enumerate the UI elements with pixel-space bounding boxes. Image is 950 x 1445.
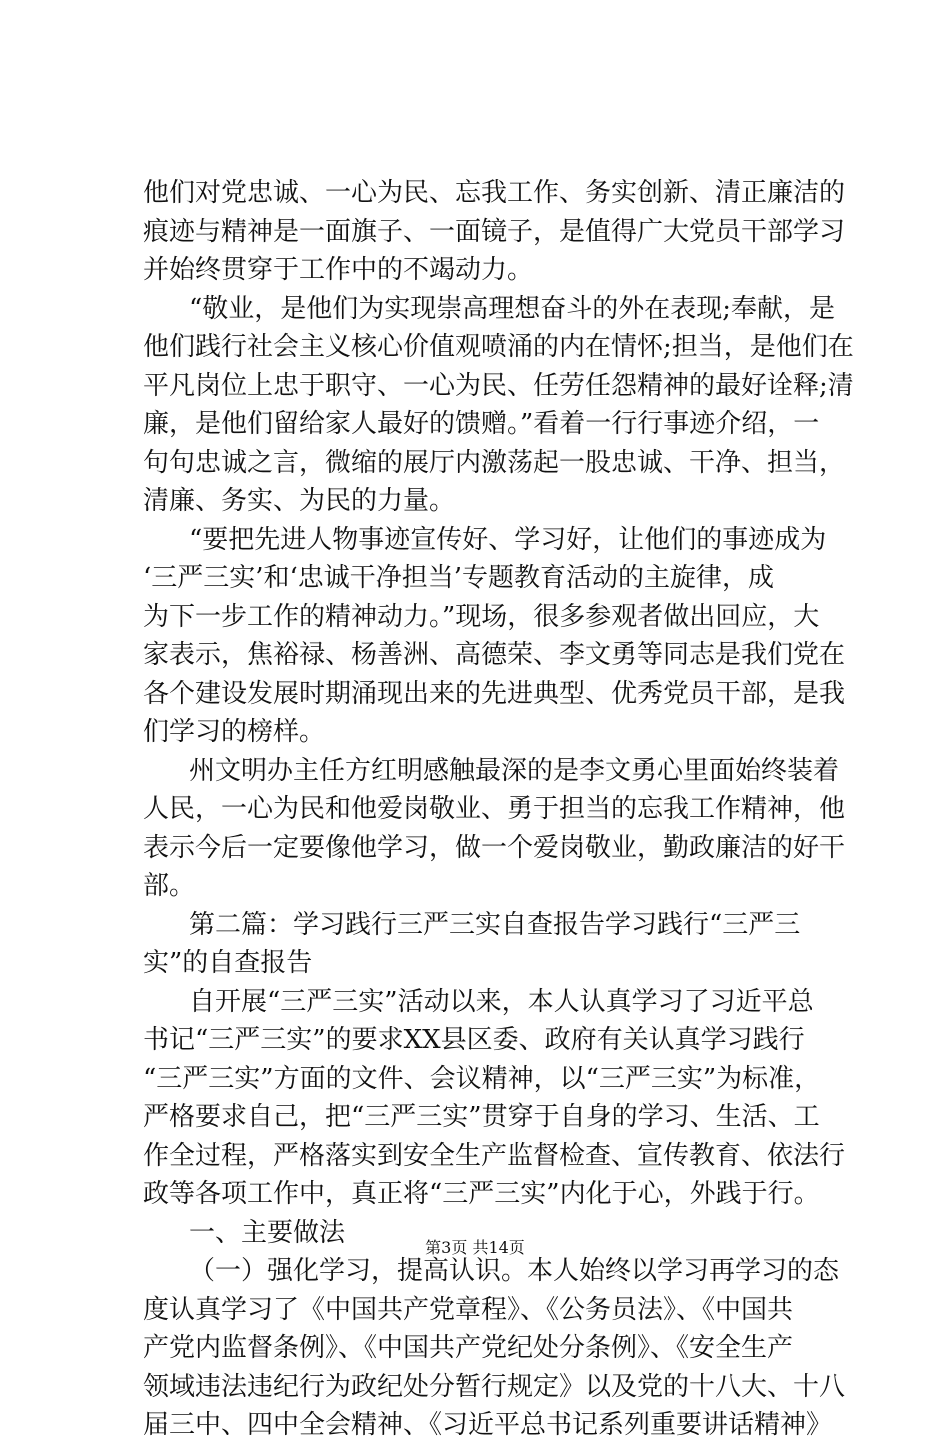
text-line: ‘三严三实’和‘忠诚干净担当’专题教育活动的主旋律，成 xyxy=(143,563,775,593)
text-line: 家表示，焦裕禄、杨善洲、高德荣、李文勇等同志是我们党在 xyxy=(143,640,846,670)
text-line: 政等各项工作中，真正将“三严三实”内化于心，外践于行。 xyxy=(143,1179,820,1209)
subheading: 一、主要做法 xyxy=(189,1217,346,1248)
page-number-footer: 第3页 共14页 xyxy=(425,1238,525,1257)
text-line: 们学习的榜样。 xyxy=(143,717,326,747)
text-line: “要把先进人物事迹宣传好、学习好，让他们的事迹成为 xyxy=(189,524,827,555)
text-line: 州文明办主任方红明感触最深的是李文勇心里面始终装着 xyxy=(189,755,840,786)
text-line: 产党内监督条例》、《中国共产党纪处分条例》、《安全生产 xyxy=(143,1333,794,1363)
text-line: “三严三实”方面的文件、会议精神，以“三严三实”为标准， xyxy=(143,1063,821,1094)
text-line: 廉，是他们留给家人最好的馈赠。”看着一行行事迹介绍，一 xyxy=(143,409,820,439)
text-line: 书记“三严三实”的要求XX县区委、政府有关认真学习践行 xyxy=(143,1025,805,1055)
section-heading: 实”的自查报告 xyxy=(143,948,313,978)
text-line: 句句忠诚之言，微缩的展厅内激荡起一股忠诚、干净、担当， xyxy=(143,447,846,478)
text-line: 痕迹与精神是一面旗子、一面镜子，是值得广大党员干部学习 xyxy=(143,216,846,247)
section-heading: 第二篇：学习践行三严三实自查报告学习践行“三严三 xyxy=(189,909,801,940)
text-line: 届三中、四中全会精神、《习近平总书记系列重要讲话精神》 xyxy=(143,1410,833,1440)
text-line: 人民，一心为民和他爱岗敬业、勇于担当的忘我工作精神，他 xyxy=(143,794,846,824)
text-line: 度认真学习了《中国共产党章程》、《公务员法》、《中国共 xyxy=(143,1294,794,1325)
text-line: 各个建设发展时期涌现出来的先进典型、优秀党员干部，是我 xyxy=(143,678,846,709)
text-line: 他们对党忠诚、一心为民、忘我工作、务实创新、清正廉洁的 xyxy=(143,178,846,208)
text-line: 并始终贯穿于工作中的不竭动力。 xyxy=(143,255,534,285)
text-line: 作全过程，严格落实到安全生产监督检查、宣传教育、依法行 xyxy=(143,1140,846,1171)
text-line: 严格要求自己，把“三严三实”贯穿于自身的学习、生活、工 xyxy=(143,1102,820,1132)
text-line: 部。 xyxy=(143,871,196,901)
text-line: 为下一步工作的精神动力。”现场，很多参观者做出回应，大 xyxy=(143,601,820,632)
text-line: （一）强化学习，提高认识。本人始终以学习再学习的态 xyxy=(189,1256,840,1286)
text-line: 清廉、务实、为民的力量。 xyxy=(143,486,456,516)
text-line: 他们践行社会主义核心价值观喷涌的内在情怀;担当，是他们在 xyxy=(143,332,854,362)
text-line: “敬业，是他们为实现崇高理想奋斗的外在表现;奉献，是 xyxy=(189,293,836,324)
text-line: 自开展“三严三实”活动以来，本人认真学习了习近平总 xyxy=(189,986,814,1017)
text-line: 表示今后一定要像他学习，做一个爱岗敬业，勤政廉洁的好干 xyxy=(143,832,846,863)
text-line: 领域违法违纪行为政纪处分暂行规定》以及党的十八大、十八 xyxy=(143,1371,846,1402)
text-line: 平凡岗位上忠于职守、一心为民、任劳任怨精神的最好诠释;清 xyxy=(143,370,854,401)
